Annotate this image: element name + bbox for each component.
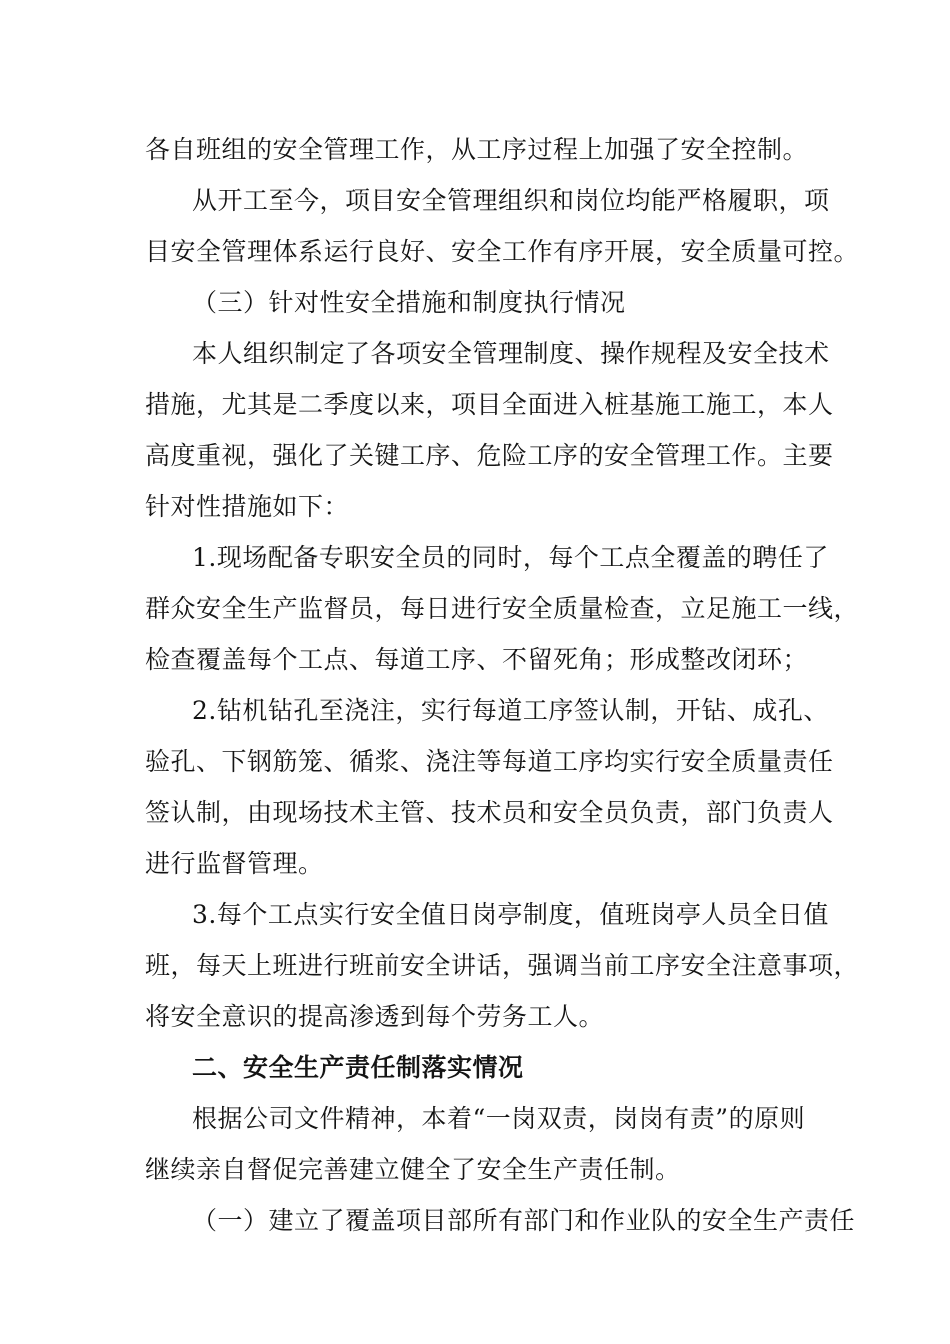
text-line: 各自班组的安全管理工作，从工序过程上加强了安全控制。: [145, 135, 809, 164]
text-line: 继续亲自督促完善建立健全了安全生产责任制。: [145, 1155, 681, 1184]
text-line: 本人组织制定了各项安全管理制度、操作规程及安全技术: [192, 339, 830, 368]
list-item: 1.现场配备专职安全员的同时，每个工点全覆盖的聘任了: [192, 543, 829, 572]
text-line: 根据公司文件精神，本着“一岗双责，岗岗有责”的原则: [192, 1104, 806, 1133]
text-line: 从开工至今，项目安全管理组织和岗位均能严格履职，项: [192, 186, 830, 215]
text-line: 措施，尤其是二季度以来，项目全面进入桩基施工施工，本人: [145, 390, 834, 419]
text-line: 验孔、下钢筋笼、循浆、浇注等每道工序均实行安全质量责任: [145, 747, 834, 776]
text-line: 目安全管理体系运行良好、安全工作有序开展，安全质量可控。: [145, 237, 860, 266]
text-line: 将安全意识的提高渗透到每个劳务工人。: [145, 1002, 605, 1031]
section-heading: 二、安全生产责任制落实情况: [192, 1053, 524, 1082]
text-line: 群众安全生产监督员，每日进行安全质量检查，立足施工一线，: [145, 594, 860, 623]
text-line: 签认制，由现场技术主管、技术员和安全员负责，部门负责人: [145, 798, 834, 827]
text-line: 进行监督管理。: [145, 849, 324, 878]
list-item: 3.每个工点实行安全值日岗亭制度，值班岗亭人员全日值: [192, 900, 829, 929]
section-heading: （三）针对性安全措施和制度执行情况: [192, 288, 626, 317]
text-line: 针对性措施如下：: [145, 492, 350, 521]
text-line: 高度重视，强化了关键工序、危险工序的安全管理工作。主要: [145, 441, 834, 470]
section-heading: （一）建立了覆盖项目部所有部门和作业队的安全生产责任: [192, 1206, 856, 1235]
list-item: 2.钻机钻孔至浇注，实行每道工序签认制，开钻、成孔、: [192, 696, 829, 725]
text-line: 检查覆盖每个工点、每道工序、不留死角；形成整改闭环；: [145, 645, 809, 674]
text-line: 班，每天上班进行班前安全讲话，强调当前工序安全注意事项，: [145, 951, 860, 980]
